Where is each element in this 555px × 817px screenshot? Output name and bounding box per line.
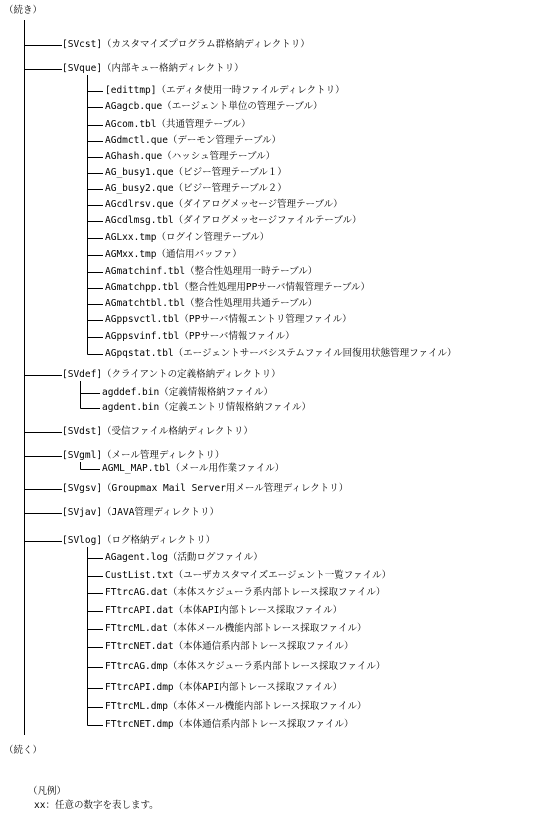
- tree-item-agagcb: AGagcb.que（エージェント単位の管理テーブル）: [105, 101, 323, 112]
- tree-item-ag-busy1: AG_busy1.que（ビジー管理テーブル１）: [105, 167, 287, 178]
- tree-item-svdef: [SVdef]（クライアントの定義格納ディレクトリ）: [62, 369, 281, 380]
- tree-item-agmatchinf: AGmatchinf.tbl（整合性処理用一時テーブル）: [105, 266, 318, 277]
- tree-item-agdent: agdent.bin（定義エントリ情報格納ファイル）: [102, 402, 312, 413]
- tree-item-fttrcag-dmp: FTtrcAG.dmp（本体スケジューラ系内部トレース採取ファイル）: [105, 661, 386, 672]
- tree-item-agmxx: AGMxx.tmp（通信用バッファ）: [105, 249, 242, 260]
- tree-item-fttrcapi-dmp: FTtrcAPI.dmp（本体API内部トレース採取ファイル）: [105, 682, 343, 693]
- tree-item-svgsv: [SVgsv]（Groupmax Mail Server用メール管理ディレクトリ）: [62, 483, 349, 494]
- tree-item-fttrcml-dmp: FTtrcML.dmp（本体メール機能内部トレース採取ファイル）: [105, 701, 367, 712]
- tree-item-agppsvinf: AGppsvinf.tbl（PPサーバ情報ファイル）: [105, 331, 295, 342]
- tree-item-svjav: [SVjav]（JAVA管理ディレクトリ）: [62, 507, 219, 518]
- tree-item-agddef: agddef.bin（定義情報格納ファイル）: [102, 387, 274, 398]
- tree-item-ag-busy2: AG_busy2.que（ビジー管理テーブル２）: [105, 183, 287, 194]
- tree-item-agml-map: AGML_MAP.tbl（メール用作業ファイル）: [102, 463, 285, 474]
- tree-item-agppsvctl: AGppsvctl.tbl（PPサーバ情報エントリ管理ファイル）: [105, 314, 352, 325]
- tree-item-fttrcapi-dat: FTtrcAPI.dat（本体API内部トレース採取ファイル）: [105, 605, 343, 616]
- continued-to-label: （続く）: [4, 745, 43, 756]
- continued-from-label: （続き）: [4, 5, 43, 16]
- tree-item-aghash: AGhash.que（ハッシュ管理テーブル）: [105, 151, 276, 162]
- tree-item-agcdlmsg: AGcdlmsg.tbl（ダイアログメッセージファイルテーブル）: [105, 215, 362, 226]
- legend-title: （凡例）: [28, 786, 67, 797]
- tree-item-aglxx: AGLxx.tmp（ログイン管理テーブル）: [105, 232, 270, 243]
- legend-note: xx：任意の数字を表します。: [34, 800, 159, 811]
- tree-item-svgml: [SVgml]（メール管理ディレクトリ）: [62, 450, 225, 461]
- tree-item-agcom: AGcom.tbl（共通管理テーブル）: [105, 119, 251, 130]
- tree-item-fttrcml-dat: FTtrcML.dat（本体メール機能内部トレース採取ファイル）: [105, 623, 367, 634]
- tree-item-agpqstat: AGpqstat.tbl（エージェントサーバシステムファイル回復用状態管理ファイル）: [105, 348, 457, 359]
- tree-item-agagent-log: AGagent.log（活動ログファイル）: [105, 552, 263, 563]
- tree-item-agmatchpp: AGmatchpp.tbl（整合性処理用PPサーバ情報管理テーブル）: [105, 282, 370, 293]
- tree-item-fttrcnet-dmp: FTtrcNET.dmp（本体通信系内部トレース採取ファイル）: [105, 719, 354, 730]
- tree-item-fttrcag-dat: FTtrcAG.dat（本体スケジューラ系内部トレース採取ファイル）: [105, 587, 386, 598]
- tree-item-svque: [SVque]（内部キュー格納ディレクトリ）: [62, 63, 244, 74]
- tree-item-agdmctl: AGdmctl.que（デーモン管理テーブル）: [105, 135, 282, 146]
- tree-item-svcst: [SVcst]（カスタマイズプログラム群格納ディレクトリ）: [62, 39, 310, 50]
- tree-item-custlist: CustList.txt（ユーザカスタマイズエージェント一覧ファイル）: [105, 570, 392, 581]
- tree-item-svlog: [SVlog]（ログ格納ディレクトリ）: [62, 535, 216, 546]
- tree-item-svdst: [SVdst]（受信ファイル格納ディレクトリ）: [62, 426, 253, 437]
- tree-item-edittmp: [edittmp]（エディタ使用一時ファイルディレクトリ）: [105, 85, 345, 96]
- tree-item-agcdlrsv: AGcdlrsv.que（ダイアログメッセージ管理テーブル）: [105, 199, 343, 210]
- tree-item-fttrcnet-dat: FTtrcNET.dat（本体通信系内部トレース採取ファイル）: [105, 641, 354, 652]
- tree-item-agmatchtbl: AGmatchtbl.tbl（整合性処理用共通テーブル）: [105, 298, 318, 309]
